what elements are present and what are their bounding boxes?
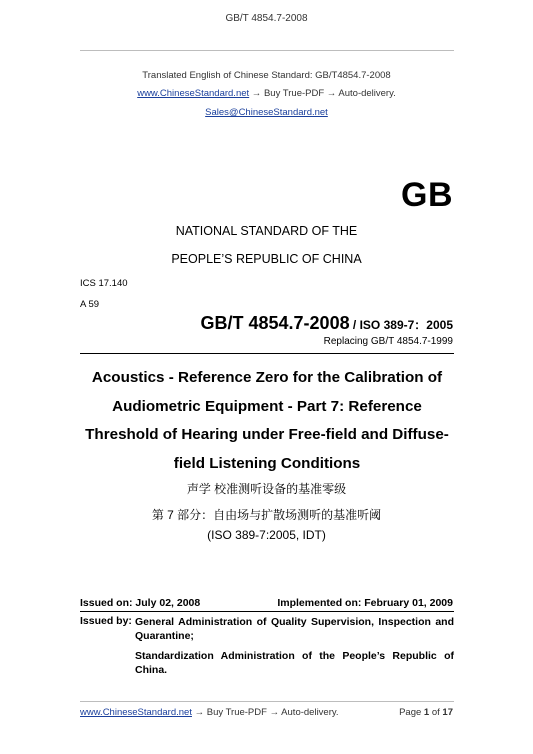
- footer-links: [80, 707, 339, 718]
- purchase-links: [0, 88, 533, 99]
- standard-number: [201, 313, 454, 334]
- page-total: 17: [442, 707, 453, 718]
- national-standard-line2: PEOPLE’S REPUBLIC OF CHINA: [171, 252, 362, 266]
- site-link[interactable]: www.ChineseStandard.net: [137, 88, 250, 99]
- page-indicator: [399, 707, 453, 718]
- header-divider: [80, 50, 454, 51]
- page-label: Page: [399, 707, 422, 718]
- buy-pdf-text: Buy True-PDF: [263, 88, 325, 99]
- arrow-icon: →: [324, 88, 339, 99]
- page-number: 1: [423, 707, 430, 718]
- dates-divider: [80, 611, 454, 612]
- national-standard-line1: NATIONAL STANDARD OF THE: [175, 224, 358, 238]
- classification-code: A 59: [80, 299, 100, 310]
- footer-text: → Buy True-PDF → Auto-delivery.: [191, 707, 339, 718]
- title-divider: [80, 353, 454, 354]
- arrow-icon: →: [249, 88, 264, 99]
- document-title: Acoustics - Reference Zero for the Calibration of Audiometric Equipment - Part 7: Reference Threshold of Hearing under Free-field and Diffuse-field Listening Conditions: [85, 369, 449, 472]
- running-header: GB/T 4854.7-2008: [225, 13, 308, 24]
- translated-notice: Translated English of Chinese Standard: GB/T4854.7-2008: [142, 70, 391, 81]
- footer-divider: [80, 701, 454, 702]
- issuing-organization-1: General Administration of Quality Supervision, Inspection and Quarantine;: [135, 616, 454, 642]
- issued-on-date: Issued on: July 02, 2008: [80, 597, 201, 609]
- email-line: [0, 107, 533, 118]
- issuing-organization-2: Standardization Administration of the People’s Republic of China.: [135, 650, 454, 676]
- sales-email-link[interactable]: Sales@ChineseStandard.net: [205, 107, 328, 118]
- implemented-on-date: Implemented on: February 01, 2009: [277, 597, 453, 609]
- auto-delivery-text: Auto-delivery.: [338, 88, 396, 99]
- ics-code: ICS 17.140: [80, 278, 128, 289]
- gb-number: GB/T 4854.7-2008: [200, 313, 350, 333]
- gb-mark: GB: [401, 176, 453, 214]
- iso-reference: (ISO 389-7:2005, IDT): [207, 528, 326, 542]
- chinese-title-line1: 声学 校准测听设备的基准零级: [186, 482, 347, 496]
- footer-site-link[interactable]: www.ChineseStandard.net: [80, 707, 192, 718]
- replacing-note: Replacing GB/T 4854.7-1999: [323, 336, 453, 347]
- page-of: of: [431, 707, 440, 718]
- issued-by-label: Issued by:: [80, 615, 132, 627]
- chinese-title-line2: 第 7 部分：自由场与扩散场测听的基准听阈: [151, 508, 382, 522]
- iso-number: / ISO 389-7：2005: [349, 318, 453, 332]
